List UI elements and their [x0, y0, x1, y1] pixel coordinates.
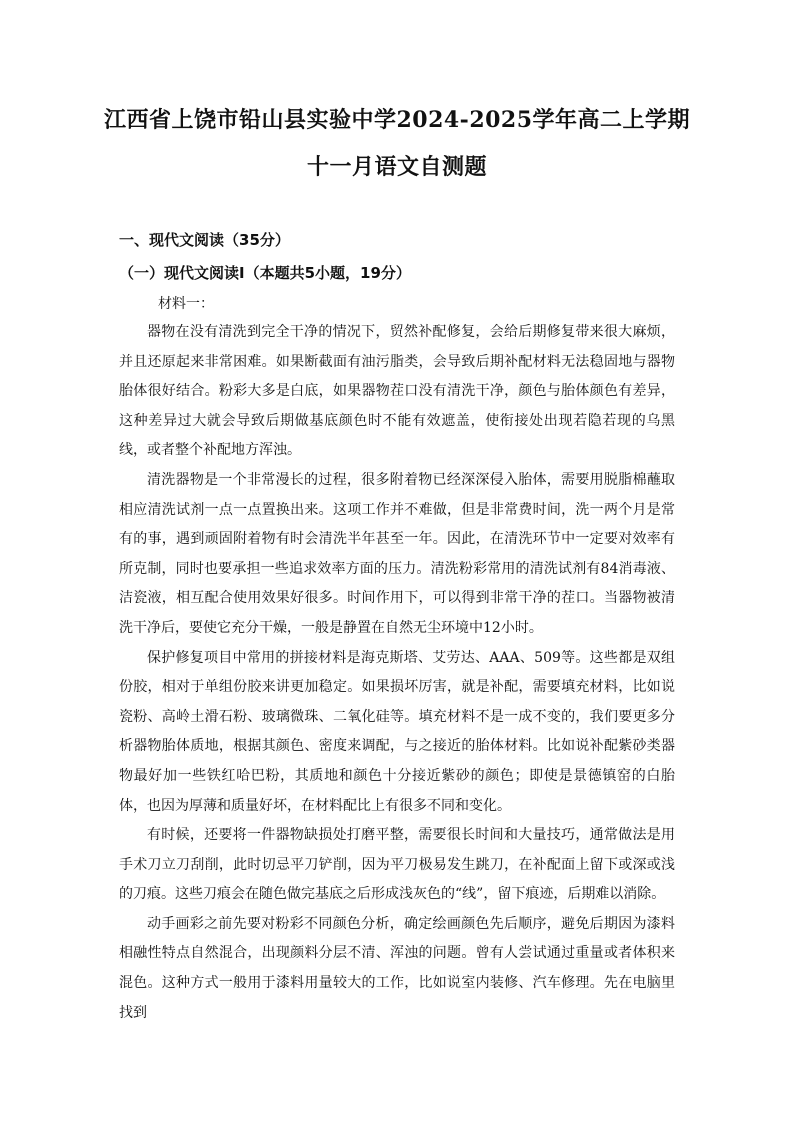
paragraph: 有时候，还要将一件器物缺损处打磨平整，需要很长时间和大量技巧，通常做法是用手术刀立刀刮削，此时切忌平刀铲削，因为平刀极易发生跳刀，在补配面上留下或深或浅的刀痕。这些刀痕会在随色做完基底之后形成浅灰色的“线”，留下痕迹，后期难以消除。: [119, 827, 675, 903]
document-title-line-1: 江西省上饶市铅山县实验中学2024-2025学年高二上学期: [103, 107, 691, 133]
paragraph: 清洗器物是一个非常漫长的过程，很多附着物已经深深侵入胎体，需要用脱脂棉蘸取相应清洗试剂一点一点置换出来。这项工作并不难做，但是非常费时间，洗一两个月是常有的事，遇到顽固附着物有时会清洗半年甚至一年。因此，在清洗环节中一定要对效率有所克制，同时也要承担一些追求效率方面的压力。清洗粉彩常用的清洗试剂有84消毒液、洁瓷液，相互配合使用效果好很多。时间作用下，可以得到非常干净的茬口。当器物被清洗干净后，要使它充分干燥，一般是静置在自然无尘环境中12小时。: [119, 471, 675, 636]
document-title-line-2: 十一月语文自测题: [306, 154, 487, 180]
reading-passage: [119, 318, 675, 1028]
paragraph: 动手画彩之前先要对粉彩不同颜色分析，确定绘画颜色先后顺序，避免后期因为漆料相融性特点自然混合，出现颜料分层不清、浑浊的问题。曾有人尝试通过重量或者体积来混色。这种方式一般用于漆料用量较大的工作，比如说室内装修、汽车修理。先在电脑里找到: [119, 915, 675, 1021]
material-label: 材料一：: [158, 296, 214, 312]
paragraph: 器物在没有清洗到完全干净的情况下，贸然补配修复，会给后期修复带来很大麻烦，并且还原起来非常困难。如果断截面有油污脂类，会导致后期补配材料无法稳固地与器物胎体很好结合。粉彩大多是白底，如果器物茬口没有清洗干净，颜色与胎体颜色有差异，这种差异过大就会导致后期做基底颜色时不能有效遮盖，使衔接处出现若隐若现的乌黑线，或者整个补配地方浑浊。: [119, 324, 675, 459]
paragraph: 保护修复项目中常用的拼接材料是海克斯塔、艾劳达、AAA、509等。这些都是双组份胶，相对于单组份胶来讲更加稳定。如果损坏厉害，就是补配，需要填充材料，比如说瓷粉、高岭土滑石粉、玻璃微珠、二氧化硅等。填充材料不是一成不变的，我们要更多分析器物胎体质地，根据其颜色、密度来调配，与之接近的胎体材料。比如说补配紫砂类器物最好加一些铁红哈巴粉，其质地和颜色十分接近紫砂的颜色；即使是景德镇窑的白胎体，也因为厚薄和质量好坏，在材料配比上有很多不同和变化。: [119, 649, 675, 814]
section-heading: 一、现代文阅读（35分）: [119, 231, 290, 249]
subsection-heading: （一）现代文阅读Ⅰ（本题共5小题，19分）: [119, 264, 411, 282]
